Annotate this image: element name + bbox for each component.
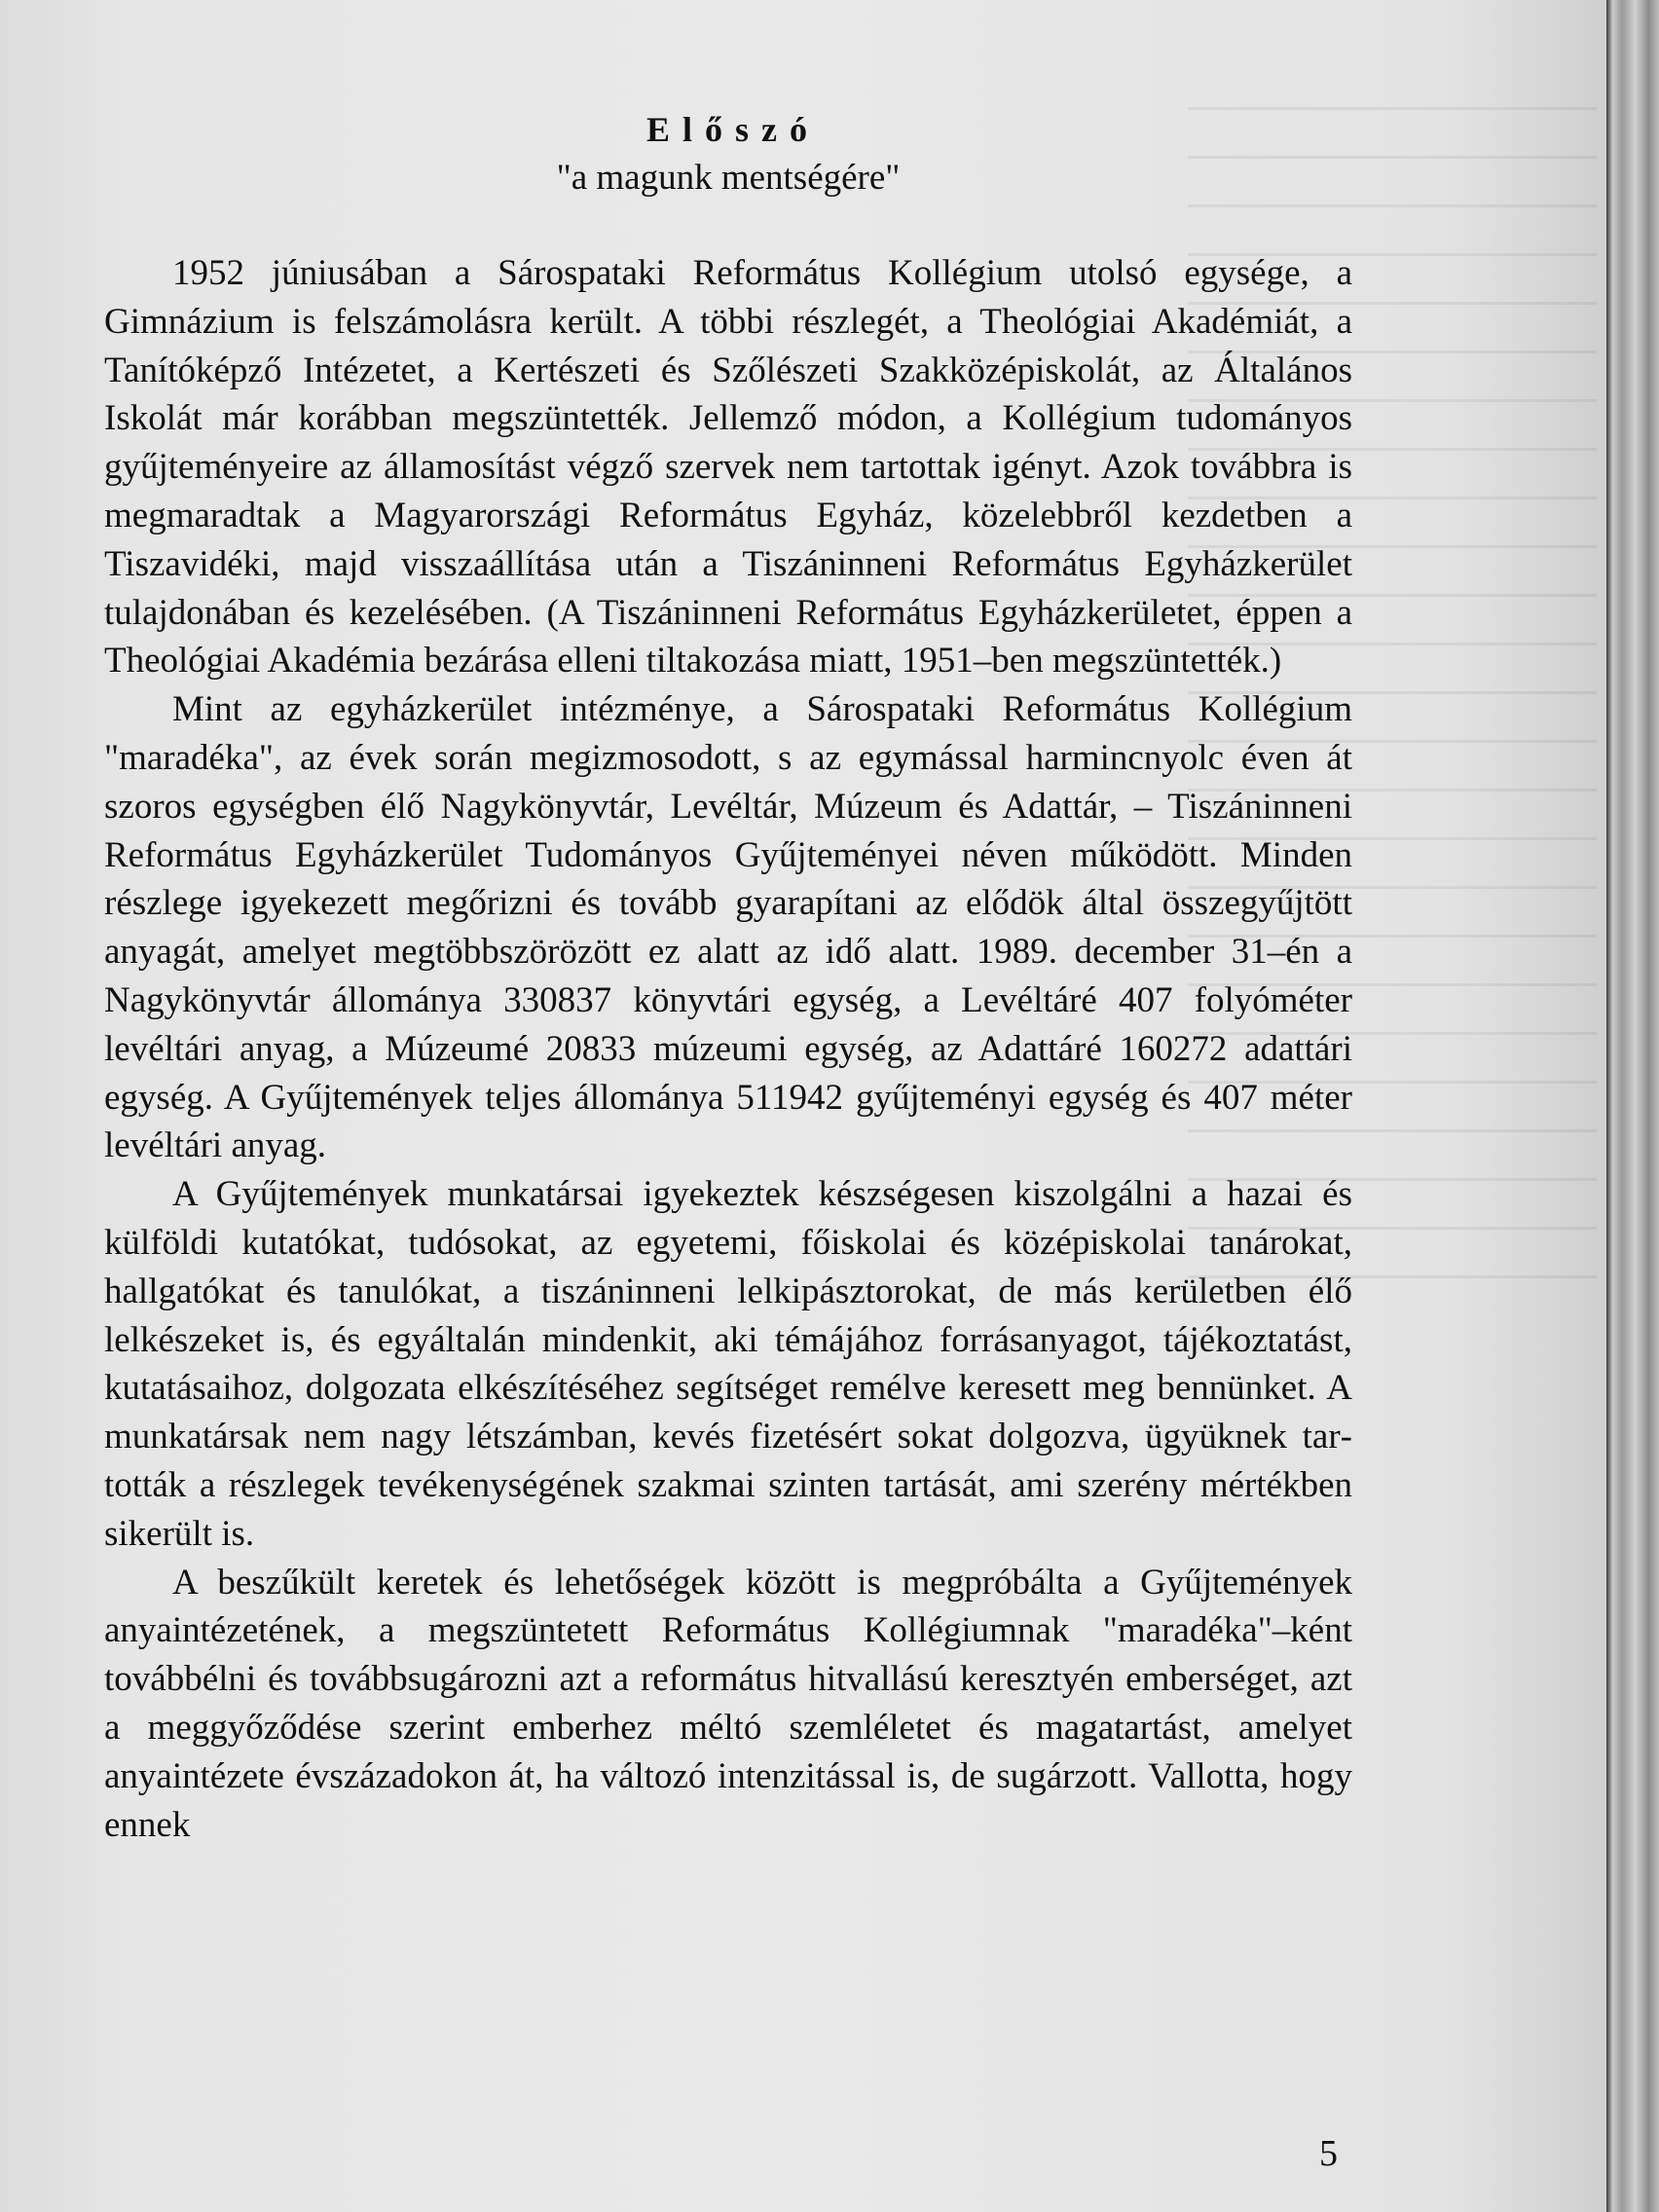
paragraph-2: Mint az egyházkerület intézménye, a Sárospataki Református Kollégium "maradéka", az évek során megizmosodott, s az egymással harmincnyolc éven át szoros egységben élő Nagykönyvtár, Levéltár, Múzeum és Adattár, – Tiszáninneni Református Egyházkerület Tudományos Gyűjteményei néven működött. Minden részlege igyekezett megőrizni és tovább gyarapítani az elődök által összegyűjtött anyagát, amelyet megtöbbszörözött ez alatt az idő alatt. 1989. december 31–én a Nagykönyvtár állománya 330837 könyvtári egység, a Levéltáré 407 folyóméter levéltári anyag, a Múzeumé 20833 múzeumi egység, az Adattáré 160272 adattári egység. A Gyűjtemények teljes állománya 511942 gyűjteményi egység és 407 méter levéltári anyag. <box>104 689 1352 1166</box>
book-spine-edge <box>1606 0 1659 2212</box>
text-block <box>104 105 1352 1849</box>
paragraph-3: A Gyűjtemények munkatársai igyekeztek készségesen kiszolgálni a hazai és külföldi kutatókat, tudósokat, az egyetemi, főiskolai és középiskolai tanárokat, hallgatókat és tanulókat, a tiszáninneni lelkipásztorokat, de más kerületben élő lelkészeket is, és egyáltalán mindenkit, aki témájához forrásanyagot, tájékoztatást, kutatásaihoz, dolgozata elkészítéséhez segítséget remélve keresett meg bennünket. A munkatársak nem nagy létszámban, kevés fizetésért sokat dolgozva, ügyüknek tartották a részlegek tevékenységének szakmai szinten tartását, ami szerény mértékben sikerült is. <box>104 1174 1352 1554</box>
page-subtitle: "a magunk mentségére" <box>556 158 901 198</box>
page-number: 5 <box>1319 2133 1338 2174</box>
paragraph-1: 1952 júniusában a Sárospataki Református Kollégium utolsó egysége, a Gimnázium is felszámolásra került. A többi részlegét, a Theológiai Akadémiát, a Tanítóképző Intézetet, a Kertészeti és Szőlészeti Szakközépiskolát, az Általános Iskolát már korábban megszüntették. Jellemző módon, a Kollégium tudományos gyűjteményeire az államosítást végző szervek nem tartottak igényt. Azok továbbra is megmaradtak a Magyarországi Református Egyház, közelebbről kezdetben a Tiszavidéki, majd visszaállítása után a Tiszáninneni Református Egyházkerület tulajdonában és kezelésében. (A Tiszáninneni Református Egyházkerületet, éppen a Theológiai Akadémia bezárása elleni tiltakozása miatt, 1951–ben megszüntették.) <box>104 253 1352 682</box>
page-title: Előszó <box>645 110 820 149</box>
paragraph-4: A beszűkült keretek és lehetőségek között is megpróbálta a Gyűjtemények anyaintézetének, a megszüntetett Református Kollégiumnak "maradéka"–ként továbbélni és továbbsugározni azt a református hitvallású keresztyén emberséget, azt a meggyőződése szerint emberhez méltó szemléletet és magatartást, amelyet anyaintézete évszázadokon át, ha változó intenzitással is, de sugárzott. Vallotta, hogy ennek <box>104 1562 1352 1845</box>
